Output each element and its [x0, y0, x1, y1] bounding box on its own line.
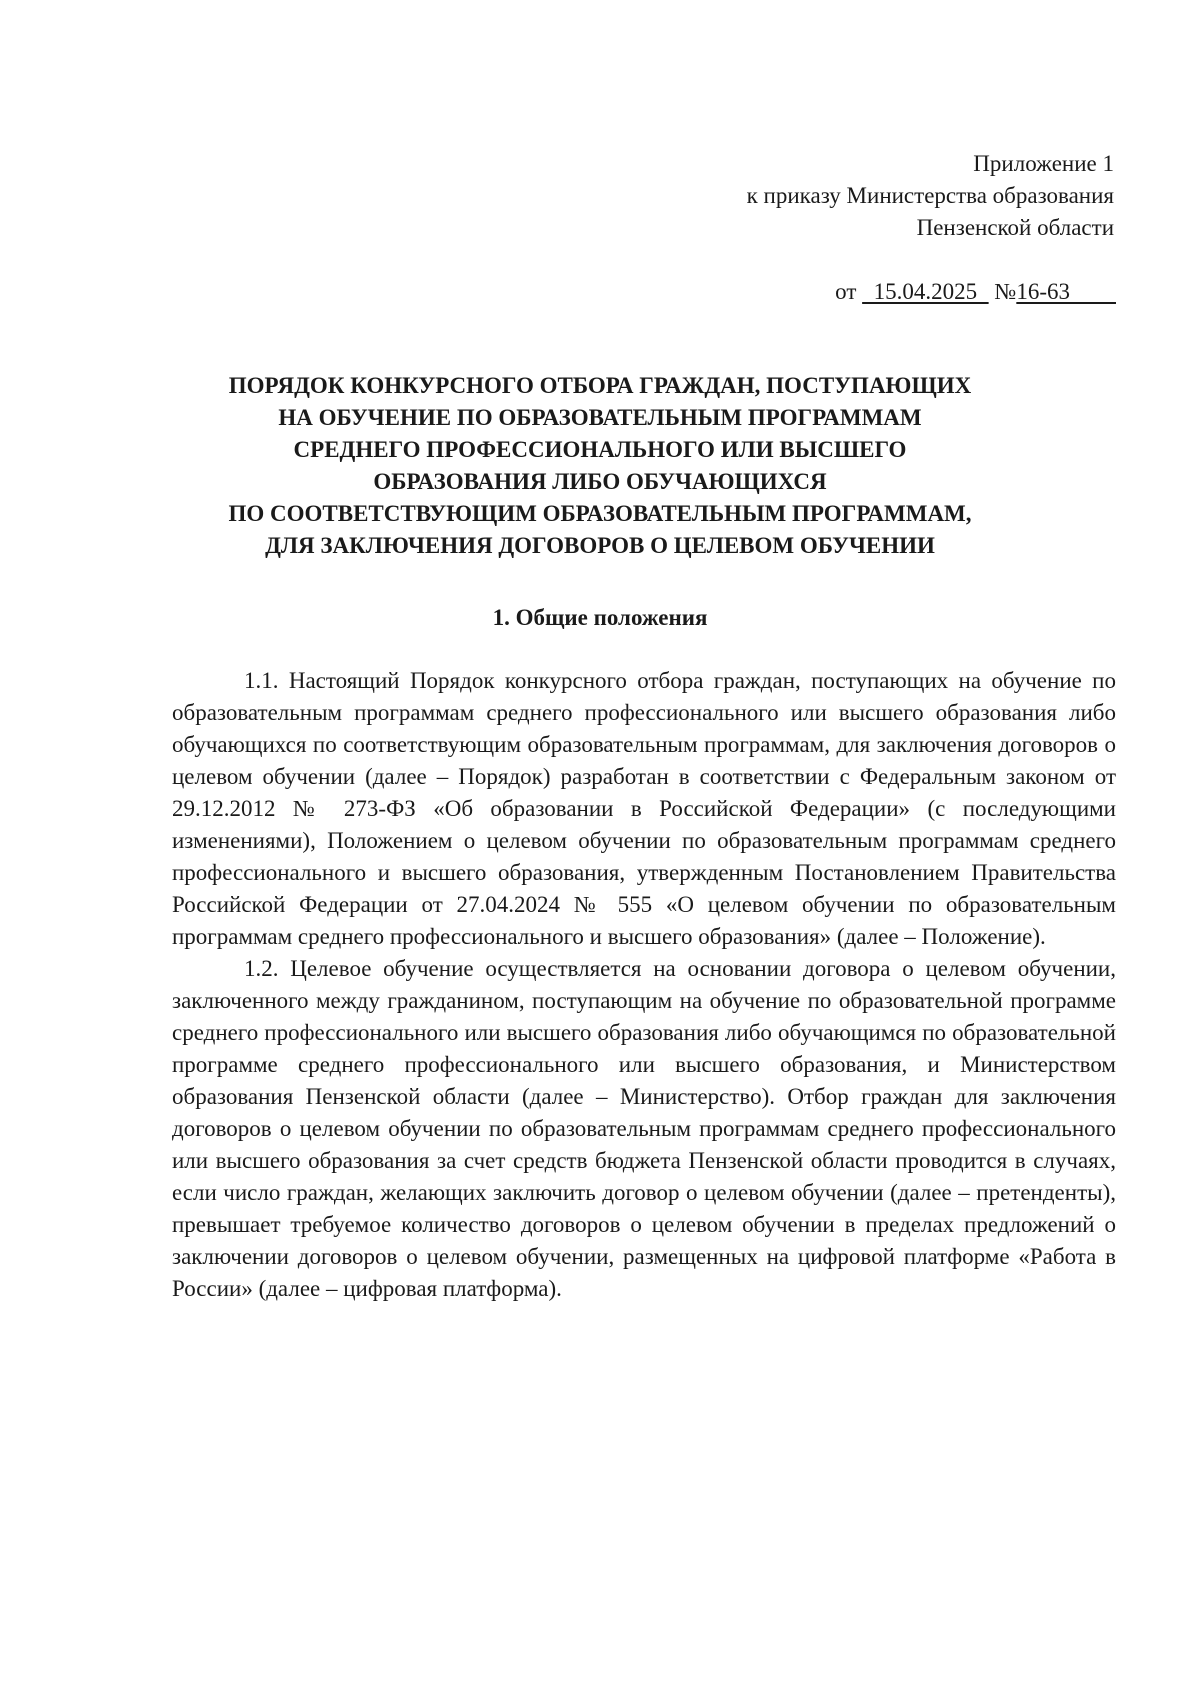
paragraph-1-1: 1.1. Настоящий Порядок конкурсного отбора граждан, поступающих на обучение по образовательным программам среднего профессионального или высшего образования либо обучающихся по соответствующим образовательным программам, для заключения договоров о целевом обучении (далее – Порядок) разработан в соответствии с Федеральным законом от 29.12.2012 № 273-ФЗ «Об образовании в Российской Федерации» (с последующими изменениями), Положением о целевом обучении по образовательным программам среднего профессионального и высшего образования, утвержденным Постановлением Правительства Российской Федерации от 27.04.2024 № 555 «О целевом обучении по образовательным программам среднего профессионального и высшего образования» (далее – Положение). — [172, 668, 1116, 949]
date-prefix: от — [835, 279, 857, 304]
appendix-header — [747, 148, 1114, 244]
title-line: ПО СООТВЕТСТВУЮЩИМ ОБРАЗОВАТЕЛЬНЫМ ПРОГРАММАМ, — [228, 501, 972, 526]
number-prefix: № — [994, 279, 1017, 304]
appendix-line-3: Пензенской области — [916, 215, 1114, 240]
order-date-number — [835, 276, 1116, 308]
order-date: 15.04.2025 — [862, 279, 989, 304]
title-line: ДЛЯ ЗАКЛЮЧЕНИЯ ДОГОВОРОВ О ЦЕЛЕВОМ ОБУЧЕНИИ — [265, 533, 935, 558]
section-heading: 1. Общие положения — [492, 605, 708, 630]
title-line: СРЕДНЕГО ПРОФЕССИОНАЛЬНОГО ИЛИ ВЫСШЕГО — [293, 437, 907, 462]
title-line: ОБРАЗОВАНИЯ ЛИБО ОБУЧАЮЩИХСЯ — [373, 469, 827, 494]
appendix-line-2: к приказу Министерства образования — [746, 183, 1114, 208]
order-number: 16-63 — [1016, 279, 1116, 304]
title-line: ПОРЯДОК КОНКУРСНОГО ОТБОРА ГРАЖДАН, ПОСТУПАЮЩИХ — [228, 373, 972, 398]
paragraph-1-2: 1.2. Целевое обучение осуществляется на основании договора о целевом обучении, заключенного между гражданином, поступающим на обучение по образовательной программе среднего профессионального или высшего образования либо обучающимся по образовательной программе среднего профессионального или высшего образования, и Министерством образования Пензенской области (далее – Министерство). Отбор граждан для заключения договоров о целевом обучении по образовательным программам среднего профессионального или высшего образования за счет средств бюджета Пензенской области проводится в случаях, если число граждан, желающих заключить договор о целевом обучении (далее – претенденты), превышает требуемое количество договоров о целевом обучении в пределах предложений о заключении договоров о целевом обучении, размещенных на цифровой платформе «Работа в России» (далее – цифровая платформа). — [172, 956, 1116, 1301]
title-line: НА ОБУЧЕНИЕ ПО ОБРАЗОВАТЕЛЬНЫМ ПРОГРАММАМ — [278, 405, 922, 430]
document-title — [120, 370, 1080, 562]
document-body — [172, 665, 1116, 1305]
appendix-line-1: Приложение 1 — [973, 151, 1114, 176]
